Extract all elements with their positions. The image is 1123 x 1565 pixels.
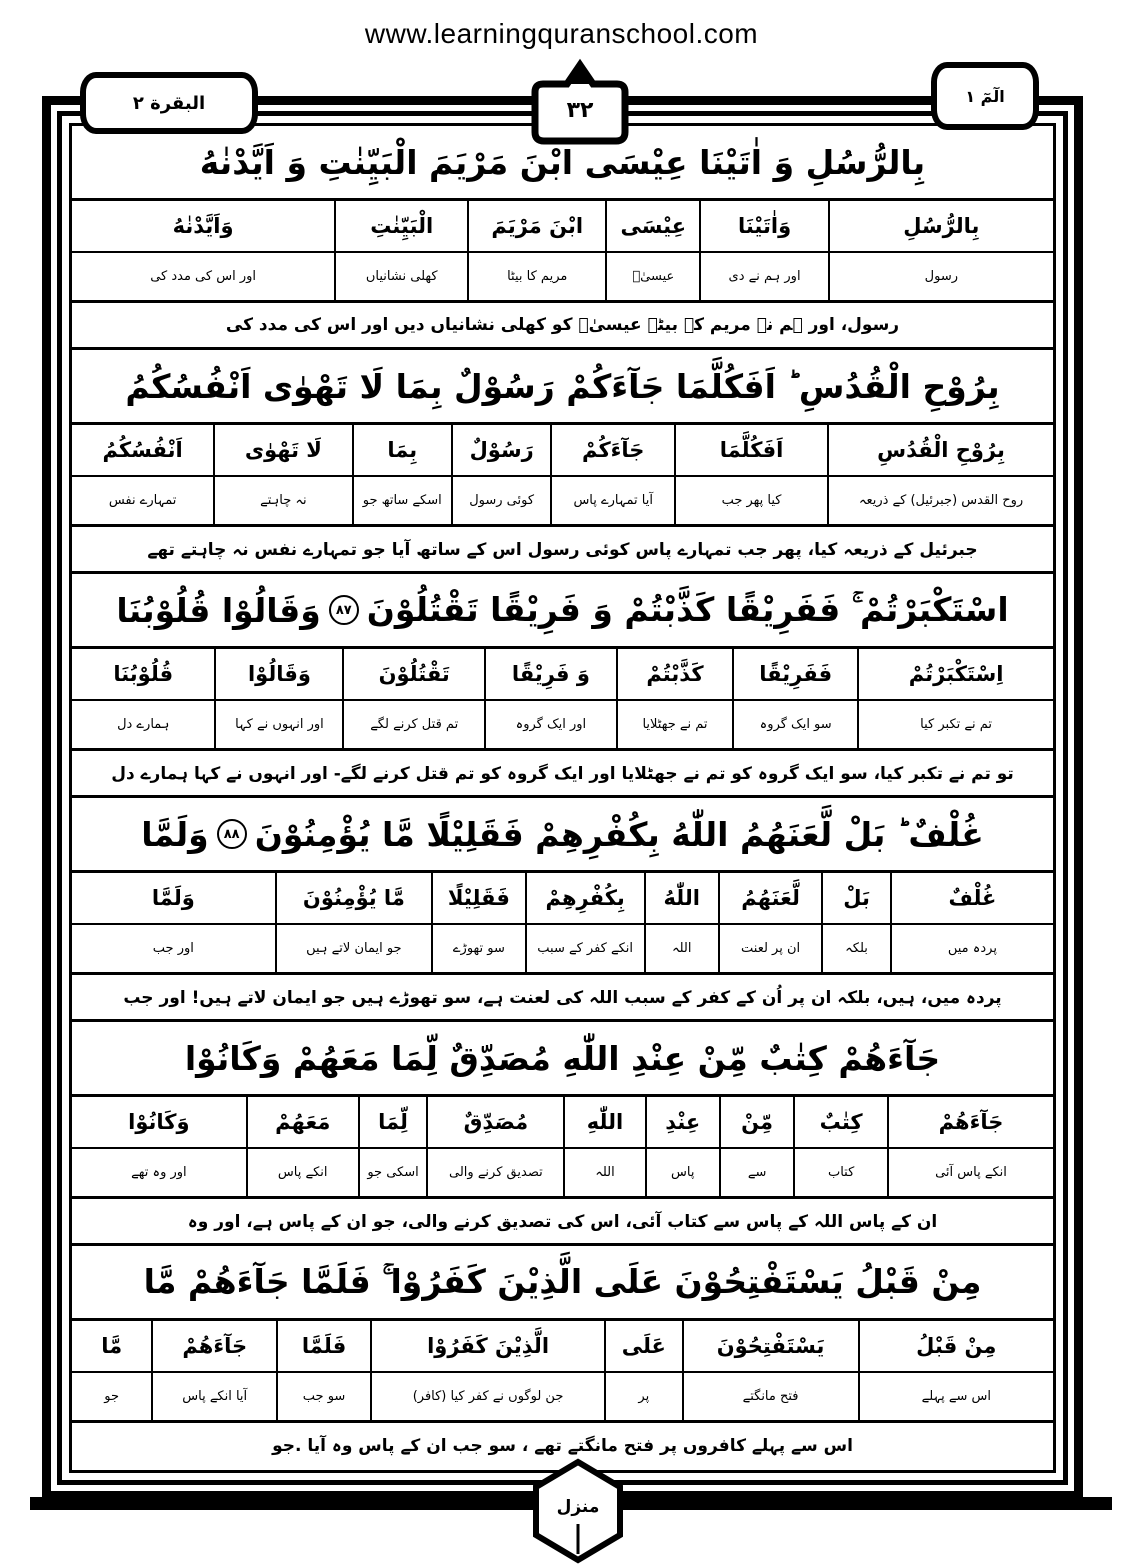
urdu-full-translation: جبرئیل کے ذریعہ کیا، پھر جب تمہارے پاس کوئی رسول اس کے ساتھ آیا جو تمہارے نفس نہ چاہتے تھے xyxy=(147,539,978,560)
surah-name-label: البقرة ۲ xyxy=(132,92,206,114)
urdu-meaning: تمہارے نفس xyxy=(108,493,177,508)
word-column xyxy=(428,1097,565,1196)
word-column xyxy=(823,873,892,972)
word-column xyxy=(860,1321,1053,1420)
ayah-number-badge: ۸۷ xyxy=(329,595,359,625)
juz-name-label: الٓمٓ ۱ xyxy=(965,86,1005,106)
verse-block-3 xyxy=(72,571,1053,795)
urdu-meaning: کیا پھر جب xyxy=(721,493,782,508)
arabic-word: مُصَدِّقٌ xyxy=(428,1097,563,1149)
urdu-meaning: اور اس کی مدد کی xyxy=(150,269,256,284)
word-column xyxy=(72,873,277,972)
arabic-word: جَآءَكُمْ xyxy=(552,425,674,477)
site-url: www.learningquranschool.com xyxy=(364,18,759,49)
arabic-word: لَّعَنَهُمُ xyxy=(720,873,821,925)
word-column xyxy=(829,425,1053,524)
word-column xyxy=(72,649,216,748)
urdu-full-translation: رسول، اور ہم نے مریم کے بیٹے عیسیٰؑ کو کھلی نشانیاں دیں اور اس کی مدد کی xyxy=(225,315,900,335)
arabic-word: رَسُوْلٌ xyxy=(453,425,550,477)
arabic-word: بِكُفْرِهِمْ xyxy=(527,873,644,925)
word-column xyxy=(889,1097,1053,1196)
word-column xyxy=(153,1321,278,1420)
word-column xyxy=(248,1097,360,1196)
page-number-badge xyxy=(527,56,633,150)
arabic-word: بِالرُّسُلِ xyxy=(830,201,1053,253)
word-column xyxy=(684,1321,860,1420)
urdu-meaning: اور جب xyxy=(152,941,194,956)
word-column xyxy=(215,425,353,524)
word-column xyxy=(72,201,336,300)
verse-arabic-line xyxy=(72,1246,1053,1321)
word-column xyxy=(469,201,607,300)
arabic-word: مِنْ قَبْلُ xyxy=(860,1321,1053,1373)
urdu-meaning: جن لوگوں نے کفر کیا (کافر) xyxy=(412,1389,564,1404)
word-column xyxy=(344,649,486,748)
urdu-meaning: سو تھوڑے xyxy=(452,941,505,956)
word-column xyxy=(565,1097,646,1196)
word-column xyxy=(607,201,701,300)
verse-block-4 xyxy=(72,795,1053,1019)
word-by-word-table xyxy=(69,123,1056,1473)
word-column xyxy=(354,425,453,524)
verse-block-6 xyxy=(72,1243,1053,1467)
word-column xyxy=(372,1321,606,1420)
word-column xyxy=(72,1097,248,1196)
verse-arabic-line xyxy=(72,798,1053,873)
inner-border-frame xyxy=(57,111,1068,1485)
arabic-word: وَاَيَّدْنٰهُ xyxy=(72,201,334,253)
urdu-meaning: تصدیق کرنے والی xyxy=(449,1165,543,1180)
word-column xyxy=(453,425,552,524)
ayah-number-badge: ۸۸ xyxy=(217,819,247,849)
urdu-meaning: اور انہوں نے کہا xyxy=(235,717,324,732)
urdu-meaning: سے xyxy=(747,1165,767,1180)
word-column xyxy=(216,649,344,748)
word-grid xyxy=(72,425,1053,527)
arabic-word: اَفَكُلَّمَا xyxy=(676,425,827,477)
arabic-word: اِسْتَكْبَرْتُمْ xyxy=(859,649,1053,701)
verse-text: بِالرُّسُلِ وَ اٰتَيْنَا عِيْسَى ابْنَ مَرْيَمَ الْبَيِّنٰتِ وَ اَيَّدْنٰهُ xyxy=(199,142,926,182)
urdu-meaning: کوئی رسول xyxy=(469,493,535,508)
arabic-word: وَكَانُوْا xyxy=(72,1097,246,1149)
surah-name-tab xyxy=(80,72,258,134)
urdu-meaning: پردہ میں xyxy=(947,941,997,956)
arabic-word: لِّمَا xyxy=(360,1097,427,1149)
word-grid xyxy=(72,1321,1053,1423)
word-column xyxy=(676,425,829,524)
word-column xyxy=(486,649,618,748)
arabic-word: اَنْفُسُكُمُ xyxy=(72,425,213,477)
urdu-meaning: تم نے جھٹلایا xyxy=(642,717,708,732)
word-column xyxy=(646,873,720,972)
arabic-word: بِمَا xyxy=(354,425,451,477)
arabic-word: وَ فَرِيْقًا xyxy=(486,649,616,701)
word-column xyxy=(859,649,1053,748)
arabic-word: فَقَلِيْلًا xyxy=(433,873,525,925)
word-column xyxy=(278,1321,372,1420)
urdu-meaning: عیسیٰؑ xyxy=(632,269,675,284)
word-column xyxy=(277,873,433,972)
word-column xyxy=(734,649,859,748)
verse-text: وَقَالُوْا قُلُوْبُنَا xyxy=(116,590,321,630)
arabic-word: فَلَمَّا xyxy=(278,1321,370,1373)
juz-name-tab xyxy=(931,62,1039,130)
urdu-meaning: جو ایمان لاتے ہیں xyxy=(306,941,402,956)
arabic-word: لَا تَهْوٰى xyxy=(215,425,351,477)
arabic-word: عِيْسَى xyxy=(607,201,699,253)
urdu-meaning: اللہ xyxy=(671,941,692,956)
arabic-word: عِنْدِ xyxy=(647,1097,719,1149)
urdu-meaning: کتاب xyxy=(827,1165,855,1180)
arabic-word: غُلْفٌ xyxy=(892,873,1053,925)
word-column xyxy=(720,873,823,972)
word-grid xyxy=(72,873,1053,975)
arabic-word: بَلْ xyxy=(823,873,890,925)
urdu-meaning: اس سے پہلے xyxy=(921,1389,992,1404)
arabic-word: جَآءَهُمْ xyxy=(889,1097,1053,1149)
word-column xyxy=(606,1321,683,1420)
urdu-meaning: روح القدس (جبرئیل) کے ذریعہ xyxy=(858,493,1024,508)
urdu-meaning: نہ چاہتے xyxy=(260,493,307,508)
urdu-meaning: اور ایک گروہ xyxy=(515,717,587,732)
verse-text: اسْتَكْبَرْتُمْ ۚ فَفَرِيْقًا كَذَّبْتُمْ وَ فَرِيْقًا تَقْتُلُوْنَ xyxy=(366,590,1009,629)
word-column xyxy=(527,873,646,972)
word-grid xyxy=(72,649,1053,751)
word-column xyxy=(795,1097,889,1196)
verse-block-5 xyxy=(72,1019,1053,1243)
word-column xyxy=(647,1097,721,1196)
arabic-word: مَعَهُمْ xyxy=(248,1097,358,1149)
verse-block-1 xyxy=(72,126,1053,347)
arabic-word: عَلَى xyxy=(606,1321,681,1373)
word-grid xyxy=(72,1097,1053,1199)
arabic-word: مَّا يُؤْمِنُوْنَ xyxy=(277,873,431,925)
urdu-meaning: انکے پاس xyxy=(277,1165,328,1180)
word-column xyxy=(72,425,215,524)
arabic-word: ابْنَ مَرْيَمَ xyxy=(469,201,605,253)
arabic-word: بِرُوْحِ الْقُدُسِ xyxy=(829,425,1053,477)
arabic-word: كِتٰبٌ xyxy=(795,1097,887,1149)
urdu-meaning: آیا انکے پاس xyxy=(182,1389,248,1404)
urdu-meaning: انکے کفر کے سبب xyxy=(537,941,634,956)
word-column xyxy=(360,1097,429,1196)
urdu-meaning: اسکی جو xyxy=(367,1165,419,1180)
verse-arabic-line xyxy=(72,574,1053,649)
outer-border-frame xyxy=(42,96,1083,1500)
arabic-word: اللّٰهُ xyxy=(646,873,718,925)
blocks-container xyxy=(72,126,1053,1467)
arabic-word: جَآءَهُمْ xyxy=(153,1321,276,1373)
arabic-word: الْبَيِّنٰتِ xyxy=(336,201,467,253)
word-column xyxy=(552,425,676,524)
urdu-meaning: ہمارے دل xyxy=(117,717,170,732)
verse-arabic-line xyxy=(72,1022,1053,1097)
urdu-meaning: پر xyxy=(638,1389,650,1404)
word-column xyxy=(830,201,1053,300)
urdu-meaning: مریم کا بیٹا xyxy=(507,269,568,284)
manzil-badge xyxy=(528,1458,628,1564)
verse-text: مِنْ قَبْلُ يَسْتَفْتِحُوْنَ عَلَى الَّذِيْنَ كَفَرُوْا ۚ فَلَمَّا جَآءَهُمْ مَّا xyxy=(143,1262,982,1301)
manzil-label: منزل xyxy=(556,1497,600,1517)
urdu-meaning: اور ہم نے دی xyxy=(728,269,801,284)
urdu-meaning: انکے پاس آئی xyxy=(935,1165,1007,1180)
arabic-word: يَسْتَفْتِحُوْنَ xyxy=(684,1321,858,1373)
page-number: ۳۲ xyxy=(566,97,594,123)
verse-block-2 xyxy=(72,347,1053,571)
word-column xyxy=(72,1321,153,1420)
urdu-full-translation: پردہ میں، ہیں، بلکہ ان پر اُن کے کفر کے سبب اللہ کی لعنت ہے، سو تھوڑے ہیں جو ایمان لاتے ہیں! اور جب xyxy=(123,987,1002,1008)
word-column xyxy=(618,649,734,748)
word-grid xyxy=(72,201,1053,303)
word-column xyxy=(336,201,469,300)
urdu-meaning: پاس xyxy=(671,1165,695,1180)
verse-text: جَآءَهُمْ كِتٰبٌ مِّنْ عِنْدِ اللّٰهِ مُصَدِّقٌ لِّمَا مَعَهُمْ وَكَانُوْا xyxy=(184,1038,941,1078)
urdu-full-translation: تو تم نے تکبر کیا، سو ایک گروہ کو تم نے جھٹلایا اور ایک گروہ کو تم قتل کرنے لگے- اور انہوں نے کہا ہمارے دل xyxy=(111,763,1014,784)
urdu-meaning: اور وہ تھے xyxy=(131,1165,187,1180)
arabic-word: كَذَّبْتُمْ xyxy=(618,649,732,701)
urdu-meaning: فتح مانگتے xyxy=(742,1389,799,1404)
urdu-meaning: بلکہ xyxy=(845,941,868,956)
arabic-word: وَلَمَّا xyxy=(72,873,275,925)
urdu-meaning: اللہ xyxy=(595,1165,615,1180)
word-column xyxy=(721,1097,795,1196)
arabic-word: وَاٰتَيْنَا xyxy=(701,201,827,253)
arabic-word: قُلُوْبُنَا xyxy=(72,649,214,701)
verse-arabic-line xyxy=(72,350,1053,425)
arabic-word: مِّنْ xyxy=(721,1097,793,1149)
urdu-meaning: جو xyxy=(104,1389,120,1404)
urdu-meaning: سو ایک گروہ xyxy=(759,717,832,732)
urdu-meaning: سو جب xyxy=(302,1389,346,1404)
urdu-meaning: ان پر لعنت xyxy=(741,941,801,956)
word-column xyxy=(701,201,829,300)
urdu-meaning: کھلی نشانیاں xyxy=(365,269,438,284)
verse-text: غُلْفٌ ؕ بَلْ لَّعَنَهُمُ اللّٰهُ بِكُفْرِهِمْ فَقَلِيْلًا مَّا يُؤْمِنُوْنَ xyxy=(254,814,984,854)
urdu-full-translation: ان کے پاس اللہ کے پاس سے کتاب آئی، اس کی تصدیق کرنے والی، جو ان کے پاس ہے، اور وہ xyxy=(187,1211,938,1232)
arabic-word: اللّٰهِ xyxy=(565,1097,644,1149)
arabic-word: مَّا xyxy=(72,1321,151,1373)
urdu-meaning: اسکے ساتھ جو xyxy=(362,493,442,508)
word-column xyxy=(433,873,527,972)
urdu-meaning: آیا تمہارے پاس xyxy=(573,493,653,508)
arabic-word: فَفَرِيْقًا xyxy=(734,649,857,701)
urdu-full-translation: اس سے پہلے کافروں پر فتح مانگتے تھے ، سو جب ان کے پاس وہ آیا .جو xyxy=(272,1435,853,1456)
arabic-word: وَقَالُوْا xyxy=(216,649,342,701)
urdu-meaning: تم قتل کرنے لگے xyxy=(370,717,459,732)
arabic-word: الَّذِيْنَ كَفَرُوْا xyxy=(372,1321,604,1373)
word-column xyxy=(892,873,1053,972)
verse-text: بِرُوْحِ الْقُدُسِ ؕ اَفَكُلَّمَا جَآءَكُمْ رَسُوْلٌ بِمَا لَا تَهْوٰى اَنْفُسُكُمُ xyxy=(125,366,1000,406)
verse-text: وَلَمَّا xyxy=(141,814,209,854)
arabic-word: تَقْتُلُوْنَ xyxy=(344,649,484,701)
urdu-meaning: تم نے تکبر کیا xyxy=(920,717,993,732)
urdu-meaning: رسول xyxy=(924,269,959,284)
